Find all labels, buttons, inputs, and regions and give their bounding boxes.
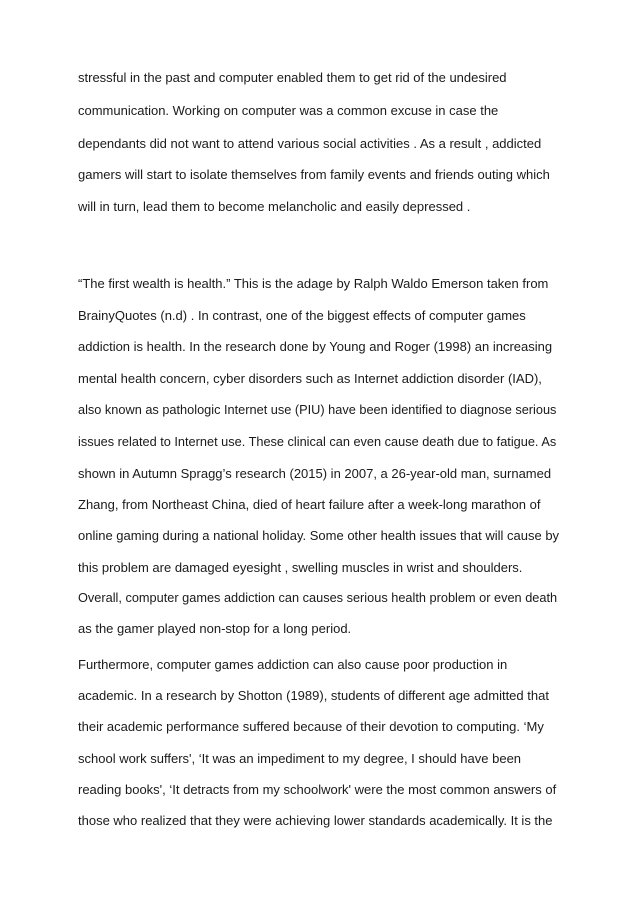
paragraph-2-line: as the gamer played non-stop for a long period. (78, 621, 352, 636)
paragraph-1-line: will in turn, lead them to become melancholic and easily depressed . (78, 199, 471, 214)
paragraph-2-line: shown in Autumn Spragg’s research (2015) in 2007, a 26-year-old man, surnamed (78, 466, 552, 481)
paragraph-2-line: Zhang, from Northeast China, died of heart failure after a week-long marathon of (78, 497, 541, 512)
paragraph-2-line: Overall, computer games addiction can causes serious health problem or even death (78, 590, 558, 605)
paragraph-2-line: issues related to Internet use. These clinical can even cause death due to fatigue. As (78, 434, 557, 449)
paragraph-3-line: their academic performance suffered because of their devotion to computing. ‘My (78, 719, 544, 734)
paragraph-3-line: Furthermore, computer games addiction can also cause poor production in (78, 657, 508, 672)
paragraph-2-line: also known as pathologic Internet use (PIU) have been identified to diagnose serious (78, 402, 557, 417)
paragraph-3-line: school work suffers', ‘It was an impediment to my degree, I should have been (78, 751, 522, 766)
paragraph-2-line: BrainyQuotes (n.d) . In contrast, one of the biggest effects of computer games (78, 308, 526, 323)
paragraph-3-line: reading books', ‘It detracts from my schoolwork' were the most common answers of (78, 782, 557, 797)
paragraph-2-line: this problem are damaged eyesight , swelling muscles in wrist and shoulders. (78, 560, 523, 575)
paragraph-2-line: mental health concern, cyber disorders such as Internet addiction disorder (IAD), (78, 371, 542, 386)
paragraph-1-line: communication. Working on computer was a common excuse in case the (78, 103, 499, 118)
paragraph-2-line: “The first wealth is health.” This is the adage by Ralph Waldo Emerson taken from (78, 276, 549, 291)
paragraph-2-line: online gaming during a national holiday. Some other health issues that will cause by (78, 528, 560, 543)
paragraph-1-line: dependants did not want to attend various social activities . As a result , addicted (78, 136, 542, 151)
paragraph-3-line: academic. In a research by Shotton (1989), students of different age admitted that (78, 688, 549, 703)
paragraph-1-line: stressful in the past and computer enabled them to get rid of the undesired (78, 70, 507, 85)
paragraph-2-line: addiction is health. In the research done by Young and Roger (1998) an increasing (78, 339, 553, 354)
paragraph-1-line: gamers will start to isolate themselves from family events and friends outing which (78, 167, 550, 182)
paragraph-3-line: those who realized that they were achieving lower standards academically. It is the (78, 813, 553, 828)
